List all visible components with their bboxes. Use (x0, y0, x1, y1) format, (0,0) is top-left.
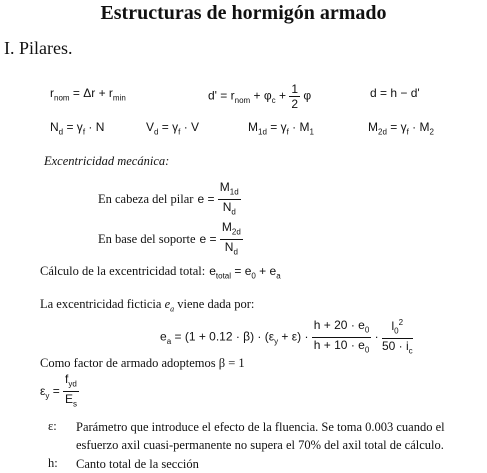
page-title: Estructuras de hormigón armado (100, 2, 387, 24)
epsilon-y-formula: $\varepsilon_y$ = $\frac{f_{yd}}{E_s}$ (40, 372, 77, 409)
formula-m2d: $M_{2d} = \gamma_f \cdot M_2$ (368, 120, 434, 137)
formula-d: d = h − d' (370, 86, 420, 100)
cabeza-label: En cabeza del pilar (98, 192, 194, 207)
cabeza-formula: e = $\frac{M_{1d}}{N_d}$ (197, 180, 239, 217)
def-symbol-epsilon: ε: (48, 419, 57, 433)
def-text-h: Canto total de la sección (76, 457, 199, 471)
def-text-epsilon: Parámetro que introduce el efecto de la fluencia. Se toma 0.003 cuando el esfuerzo axil cuasi-permanente no supera el 70% del axil total de cálculo. (76, 420, 445, 452)
formula-nd: $N_d = \gamma_f \cdot N$ (50, 120, 105, 137)
formula-vd: $V_d = \gamma_f \cdot V$ (146, 120, 200, 137)
def-symbol-h: h: (48, 456, 58, 470)
formula-r-nom: $r_{nom} = \Delta r + r_{min}$ (50, 86, 126, 103)
formula-m1d: $M_{1d} = \gamma_f \cdot M_1$ (248, 120, 314, 137)
calculo-formula: $e_{total} = e_0 + e_a$ (209, 264, 281, 281)
base-row (98, 220, 243, 260)
factor-text: Como factor de armado adoptemos β = 1 (40, 356, 245, 370)
cabeza-row (98, 180, 241, 220)
calculo-label: Cálculo de la excentricidad total: (40, 264, 206, 278)
formula-d-prime: $d' = r_{nom} + \varphi_c$ + $\frac{1}{2}$ φ (208, 82, 312, 111)
calculo-row (40, 262, 281, 280)
base-label: En base del soporte (98, 232, 196, 247)
section-heading: I. Pilares. (4, 38, 73, 58)
ficticia-text: La excentricidad ficticia $e_a$ viene dada por: (40, 297, 255, 314)
base-formula: e = $\frac{M_{2d}}{N_d}$ (199, 220, 241, 257)
ea-formula: $e_a = (1 + 0.12 \cdot \beta) \cdot (\varepsilon_y + \varepsilon)$ · $\frac{h + 20 \cdot e_0}{h + 10 \cdot e_0}$ · $\frac{l_0^2}{50 \cdot i_c}$ (160, 317, 413, 356)
excentricidad-heading: Excentricidad mecánica: (44, 154, 170, 168)
